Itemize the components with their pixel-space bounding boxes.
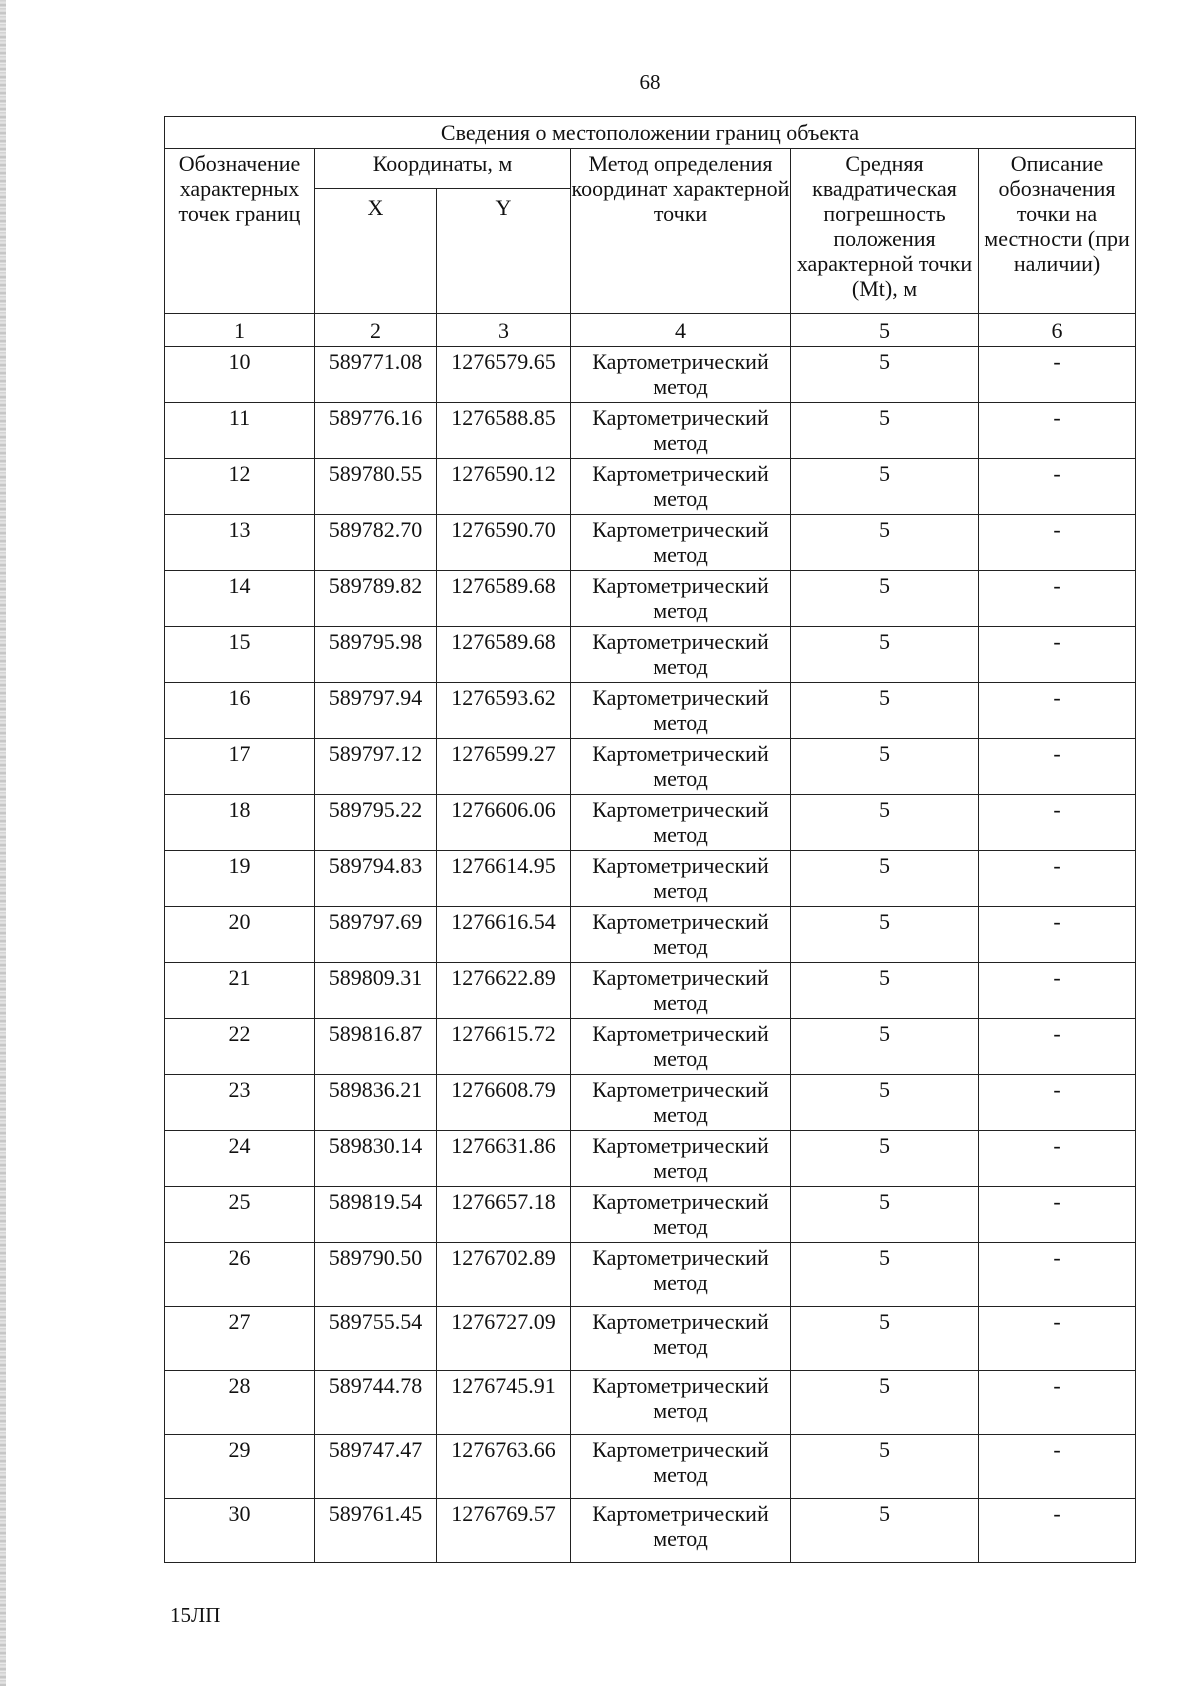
cell-point: 23 xyxy=(165,1075,315,1131)
cell-method: Картометрический метод xyxy=(571,1243,791,1307)
cell-x: 589797.69 xyxy=(315,907,437,963)
cell-error: 5 xyxy=(791,1499,979,1563)
cell-description: - xyxy=(979,1187,1136,1243)
cell-description: - xyxy=(979,907,1136,963)
cell-y: 1276614.95 xyxy=(437,851,571,907)
cell-x: 589744.78 xyxy=(315,1371,437,1435)
cell-method: Картометрический метод xyxy=(571,1499,791,1563)
cell-point: 10 xyxy=(165,347,315,403)
cell-method: Картометрический метод xyxy=(571,459,791,515)
cell-method: Картометрический метод xyxy=(571,739,791,795)
cell-method: Картометрический метод xyxy=(571,627,791,683)
cell-x: 589747.47 xyxy=(315,1435,437,1499)
table-row xyxy=(165,963,1136,1019)
cell-description: - xyxy=(979,739,1136,795)
cell-y: 1276589.68 xyxy=(437,571,571,627)
cell-description: - xyxy=(979,963,1136,1019)
table-row xyxy=(165,739,1136,795)
cell-point: 30 xyxy=(165,1499,315,1563)
cell-y: 1276769.57 xyxy=(437,1499,571,1563)
cell-y: 1276631.86 xyxy=(437,1131,571,1187)
cell-error: 5 xyxy=(791,1371,979,1435)
cell-description: - xyxy=(979,851,1136,907)
cell-y: 1276702.89 xyxy=(437,1243,571,1307)
cell-method: Картометрический метод xyxy=(571,515,791,571)
cell-point: 11 xyxy=(165,403,315,459)
cell-error: 5 xyxy=(791,347,979,403)
table-row xyxy=(165,1187,1136,1243)
cell-y: 1276608.79 xyxy=(437,1075,571,1131)
cell-description: - xyxy=(979,795,1136,851)
table-row xyxy=(165,571,1136,627)
cell-description: - xyxy=(979,1243,1136,1307)
cell-method: Картометрический метод xyxy=(571,1307,791,1371)
cell-point: 21 xyxy=(165,963,315,1019)
cell-description: - xyxy=(979,347,1136,403)
cell-y: 1276657.18 xyxy=(437,1187,571,1243)
table-row xyxy=(165,795,1136,851)
cell-description: - xyxy=(979,459,1136,515)
cell-x: 589797.12 xyxy=(315,739,437,795)
cell-error: 5 xyxy=(791,627,979,683)
cell-y: 1276590.70 xyxy=(437,515,571,571)
cell-y: 1276745.91 xyxy=(437,1371,571,1435)
cell-description: - xyxy=(979,1435,1136,1499)
column-number: 2 xyxy=(315,314,437,347)
cell-y: 1276616.54 xyxy=(437,907,571,963)
header-mean-error: Средняя квадратическая погрешность положения характерной точки (Mt), м xyxy=(791,149,979,314)
cell-description: - xyxy=(979,1371,1136,1435)
cell-error: 5 xyxy=(791,1243,979,1307)
table-row xyxy=(165,1371,1136,1435)
cell-error: 5 xyxy=(791,1187,979,1243)
cell-method: Картометрический метод xyxy=(571,1435,791,1499)
cell-description: - xyxy=(979,1019,1136,1075)
cell-y: 1276599.27 xyxy=(437,739,571,795)
header-method: Метод определения координат характерной точки xyxy=(571,149,791,314)
cell-point: 14 xyxy=(165,571,315,627)
column-numbers-row xyxy=(165,314,1136,347)
cell-y: 1276590.12 xyxy=(437,459,571,515)
cell-point: 25 xyxy=(165,1187,315,1243)
cell-x: 589782.70 xyxy=(315,515,437,571)
column-number: 3 xyxy=(437,314,571,347)
cell-x: 589771.08 xyxy=(315,347,437,403)
cell-error: 5 xyxy=(791,795,979,851)
cell-error: 5 xyxy=(791,963,979,1019)
cell-point: 22 xyxy=(165,1019,315,1075)
cell-description: - xyxy=(979,1131,1136,1187)
cell-error: 5 xyxy=(791,1075,979,1131)
cell-method: Картометрический метод xyxy=(571,1019,791,1075)
cell-x: 589797.94 xyxy=(315,683,437,739)
cell-description: - xyxy=(979,1307,1136,1371)
cell-point: 20 xyxy=(165,907,315,963)
cell-error: 5 xyxy=(791,1435,979,1499)
cell-description: - xyxy=(979,627,1136,683)
cell-x: 589794.83 xyxy=(315,851,437,907)
table-row xyxy=(165,907,1136,963)
cell-method: Картометрический метод xyxy=(571,1131,791,1187)
cell-x: 589755.54 xyxy=(315,1307,437,1371)
table-row xyxy=(165,1131,1136,1187)
cell-point: 12 xyxy=(165,459,315,515)
table-row xyxy=(165,1075,1136,1131)
header-point-designation: Обозначение характерных точек границ xyxy=(165,149,315,314)
scan-edge xyxy=(0,0,6,1686)
cell-description: - xyxy=(979,403,1136,459)
cell-point: 24 xyxy=(165,1131,315,1187)
cell-error: 5 xyxy=(791,851,979,907)
cell-x: 589776.16 xyxy=(315,403,437,459)
cell-method: Картометрический метод xyxy=(571,347,791,403)
cell-point: 29 xyxy=(165,1435,315,1499)
cell-x: 589790.50 xyxy=(315,1243,437,1307)
cell-point: 13 xyxy=(165,515,315,571)
cell-method: Картометрический метод xyxy=(571,907,791,963)
table-row xyxy=(165,459,1136,515)
column-number: 5 xyxy=(791,314,979,347)
cell-error: 5 xyxy=(791,459,979,515)
column-number: 1 xyxy=(165,314,315,347)
cell-y: 1276622.89 xyxy=(437,963,571,1019)
column-number: 4 xyxy=(571,314,791,347)
cell-error: 5 xyxy=(791,1307,979,1371)
table-row xyxy=(165,1019,1136,1075)
cell-method: Картометрический метод xyxy=(571,795,791,851)
cell-x: 589809.31 xyxy=(315,963,437,1019)
cell-y: 1276615.72 xyxy=(437,1019,571,1075)
table-row xyxy=(165,627,1136,683)
cell-method: Картометрический метод xyxy=(571,851,791,907)
cell-method: Картометрический метод xyxy=(571,1075,791,1131)
boundary-coordinates-table xyxy=(164,116,1136,1563)
table-row xyxy=(165,1307,1136,1371)
header-x: X xyxy=(315,189,437,314)
column-number: 6 xyxy=(979,314,1136,347)
cell-error: 5 xyxy=(791,1131,979,1187)
cell-description: - xyxy=(979,515,1136,571)
cell-description: - xyxy=(979,683,1136,739)
header-description: Описание обозначения точки на местности (при наличии) xyxy=(979,149,1136,314)
table-caption: Сведения о местоположении границ объекта xyxy=(165,117,1136,149)
cell-method: Картометрический метод xyxy=(571,1187,791,1243)
cell-x: 589830.14 xyxy=(315,1131,437,1187)
cell-x: 589836.21 xyxy=(315,1075,437,1131)
table-row xyxy=(165,683,1136,739)
cell-x: 589795.22 xyxy=(315,795,437,851)
cell-y: 1276763.66 xyxy=(437,1435,571,1499)
cell-y: 1276579.65 xyxy=(437,347,571,403)
cell-description: - xyxy=(979,1499,1136,1563)
table-row xyxy=(165,1243,1136,1307)
footer-code: 15ЛП xyxy=(170,1603,221,1627)
cell-method: Картометрический метод xyxy=(571,403,791,459)
cell-y: 1276593.62 xyxy=(437,683,571,739)
cell-point: 26 xyxy=(165,1243,315,1307)
cell-method: Картометрический метод xyxy=(571,571,791,627)
cell-error: 5 xyxy=(791,683,979,739)
table-row xyxy=(165,1435,1136,1499)
table-row xyxy=(165,515,1136,571)
cell-point: 16 xyxy=(165,683,315,739)
cell-method: Картометрический метод xyxy=(571,1371,791,1435)
cell-point: 15 xyxy=(165,627,315,683)
cell-x: 589780.55 xyxy=(315,459,437,515)
table-row xyxy=(165,403,1136,459)
cell-x: 589816.87 xyxy=(315,1019,437,1075)
cell-point: 18 xyxy=(165,795,315,851)
header-y: Y xyxy=(437,189,571,314)
cell-x: 589795.98 xyxy=(315,627,437,683)
cell-x: 589789.82 xyxy=(315,571,437,627)
cell-error: 5 xyxy=(791,1019,979,1075)
cell-point: 19 xyxy=(165,851,315,907)
cell-y: 1276588.85 xyxy=(437,403,571,459)
cell-method: Картометрический метод xyxy=(571,683,791,739)
cell-x: 589761.45 xyxy=(315,1499,437,1563)
table-row xyxy=(165,347,1136,403)
cell-x: 589819.54 xyxy=(315,1187,437,1243)
cell-description: - xyxy=(979,571,1136,627)
cell-error: 5 xyxy=(791,403,979,459)
cell-method: Картометрический метод xyxy=(571,963,791,1019)
page-number: 68 xyxy=(639,70,661,94)
header-coordinates: Координаты, м xyxy=(315,149,571,189)
cell-error: 5 xyxy=(791,571,979,627)
cell-point: 27 xyxy=(165,1307,315,1371)
cell-error: 5 xyxy=(791,739,979,795)
cell-y: 1276606.06 xyxy=(437,795,571,851)
cell-point: 17 xyxy=(165,739,315,795)
cell-y: 1276589.68 xyxy=(437,627,571,683)
table-row xyxy=(165,851,1136,907)
cell-error: 5 xyxy=(791,907,979,963)
table-row xyxy=(165,1499,1136,1563)
cell-y: 1276727.09 xyxy=(437,1307,571,1371)
cell-description: - xyxy=(979,1075,1136,1131)
cell-error: 5 xyxy=(791,515,979,571)
cell-point: 28 xyxy=(165,1371,315,1435)
